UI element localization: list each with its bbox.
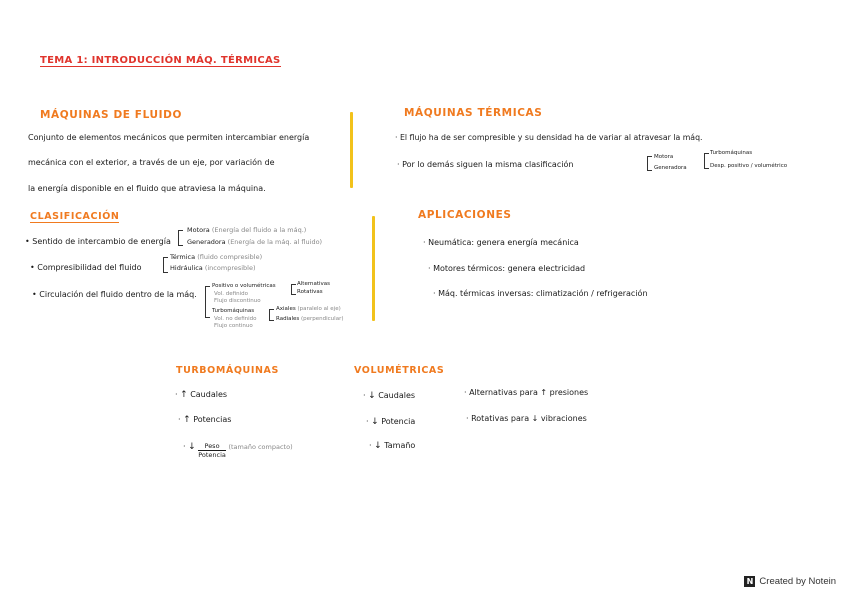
divider-top xyxy=(350,112,353,188)
compres-termica xyxy=(170,253,262,261)
sentido-motora-label: Motora xyxy=(187,226,210,234)
termicas-bullet-2: · Por lo demás siguen la misma clasificación xyxy=(397,160,574,169)
turbo-fraction xyxy=(198,442,226,459)
notein-logo-icon: N xyxy=(744,576,755,587)
arrow-down-icon: ↓ xyxy=(368,391,376,401)
termicas-motora: Motora xyxy=(654,154,674,160)
vol-item-potencia: · ↓ Potencia xyxy=(366,417,416,427)
heading-aplicaciones: APLICACIONES xyxy=(418,209,512,221)
circ-vol-def: Vol. definido xyxy=(214,291,248,297)
brace-positivo xyxy=(291,284,296,295)
compres-hidraulica-label: Hidráulica xyxy=(170,264,203,272)
compres-termica-note: (fluido compresible) xyxy=(197,253,263,261)
sentido-generadora-label: Generadora xyxy=(187,238,226,246)
brace-circ xyxy=(205,286,210,318)
turbo-potencia-label: Potencia xyxy=(198,451,226,459)
fluido-desc-line-1: Conjunto de elementos mecánicos que permiten intercambiar energía xyxy=(28,133,310,142)
divider-mid xyxy=(372,216,375,321)
sentido-motora xyxy=(187,226,306,234)
brace-termicas-motora xyxy=(704,153,709,169)
heading-maquinas-termicas: MÁQUINAS TÉRMICAS xyxy=(404,107,543,119)
circ-flujo-cont: Flujo continuo xyxy=(214,323,253,329)
sentido-motora-note: (Energía del fluido a la máq.) xyxy=(211,226,307,234)
footer-text: Created by Notein xyxy=(759,576,836,587)
circ-radiales-note: (perpendicular) xyxy=(301,316,344,322)
circ-axiales-note: (paralelo al eje) xyxy=(297,306,341,312)
circ-positivo: Positivo o volumétricas xyxy=(212,283,276,289)
circ-vol-nodef: Vol. no definido xyxy=(214,316,257,322)
clasif-compres-label: • Compresibilidad del fluido xyxy=(30,263,142,272)
aplicaciones-item-1: · Neumática: genera energía mecánica xyxy=(423,238,579,247)
vol-item-tamano: · ↓ Tamaño xyxy=(369,441,416,451)
turbo-peso-note: (tamaño compacto) xyxy=(228,443,293,451)
brace-sentido xyxy=(178,230,183,246)
arrow-up-icon: ↑ xyxy=(183,415,191,425)
vol-note-alternativas: · Alternativas para ↑ presiones xyxy=(464,388,589,397)
turbo-caudales-label: Caudales xyxy=(190,390,228,399)
turbo-potencias-label: Potencias xyxy=(193,415,232,424)
vol-note-rotativas: · Rotativas para ↓ vibraciones xyxy=(466,414,587,423)
sentido-generadora-note: (Energía de la máq. al fluido) xyxy=(227,238,323,246)
heading-maquinas-fluido: MÁQUINAS DE FLUIDO xyxy=(40,109,182,121)
arrow-up-icon: ↑ xyxy=(180,390,188,400)
termicas-turbo: Turbomáquinas xyxy=(710,150,753,156)
compres-hidraulica xyxy=(170,264,256,272)
heading-turbomaquinas: TURBOMÁQUINAS xyxy=(176,365,279,376)
circ-axiales xyxy=(276,306,341,312)
heading-volumetricas: VOLUMÉTRICAS xyxy=(354,365,445,376)
heading-clasificacion: CLASIFICACIÓN xyxy=(30,211,120,222)
termicas-desp: Desp. positivo / volumétrico xyxy=(710,163,788,169)
compres-hidraulica-note: (incompresible) xyxy=(204,264,256,272)
turbo-item-caudales: · ↑ Caudales xyxy=(175,390,228,400)
compres-termica-label: Térmica xyxy=(170,253,196,261)
footer-branding xyxy=(744,576,836,587)
circ-radiales-label: Radiales xyxy=(276,316,300,322)
aplicaciones-item-2: · Motores térmicos: genera electricidad xyxy=(428,264,586,273)
circ-axiales-label: Axiales xyxy=(276,306,296,312)
turbo-item-peso: · ↓ Peso Potencia (tamaño compacto) xyxy=(183,442,293,459)
arrow-down-icon: ↓ xyxy=(371,417,379,427)
turbo-item-potencias: · ↑ Potencias xyxy=(178,415,232,425)
clasif-circ-label: • Circulación del fluido dentro de la máq. xyxy=(32,290,197,299)
page-title: TEMA 1: INTRODUCCIÓN MÁQ. TÉRMICAS xyxy=(40,55,281,66)
vol-caudales-label: Caudales xyxy=(378,391,416,400)
arrow-down-icon: ↓ xyxy=(374,441,382,451)
clasif-sentido-label: • Sentido de intercambio de energía xyxy=(25,237,171,246)
vol-item-caudales: · ↓ Caudales xyxy=(363,391,416,401)
fluido-desc-line-2: mecánica con el exterior, a través de un eje, por variación de xyxy=(28,158,275,167)
termicas-bullet-1: · El flujo ha de ser compresible y su densidad ha de variar al atravesar la máq. xyxy=(395,133,703,142)
circ-radiales xyxy=(276,316,343,322)
brace-turbo xyxy=(269,309,274,321)
brace-compres xyxy=(163,257,168,273)
vol-potencia-label: Potencia xyxy=(381,417,416,426)
circ-alternativas: Alternativas xyxy=(297,281,331,287)
sentido-generadora xyxy=(187,238,322,246)
brace-termicas xyxy=(647,156,652,171)
circ-rotativas: Rotativas xyxy=(297,289,323,295)
arrow-down-icon: ↓ xyxy=(188,442,196,452)
fluido-desc-line-3: la energía disponible en el fluido que atraviesa la máquina. xyxy=(28,184,266,193)
turbo-peso-label: Peso xyxy=(198,442,226,451)
vol-tamano-label: Tamaño xyxy=(384,441,416,450)
circ-turbo: Turbomáquinas xyxy=(212,308,255,314)
aplicaciones-item-3: · Máq. térmicas inversas: climatización / refrigeración xyxy=(433,289,648,298)
circ-flujo-disc: Flujo discontinuo xyxy=(214,298,261,304)
termicas-generadora: Generadora xyxy=(654,165,687,171)
